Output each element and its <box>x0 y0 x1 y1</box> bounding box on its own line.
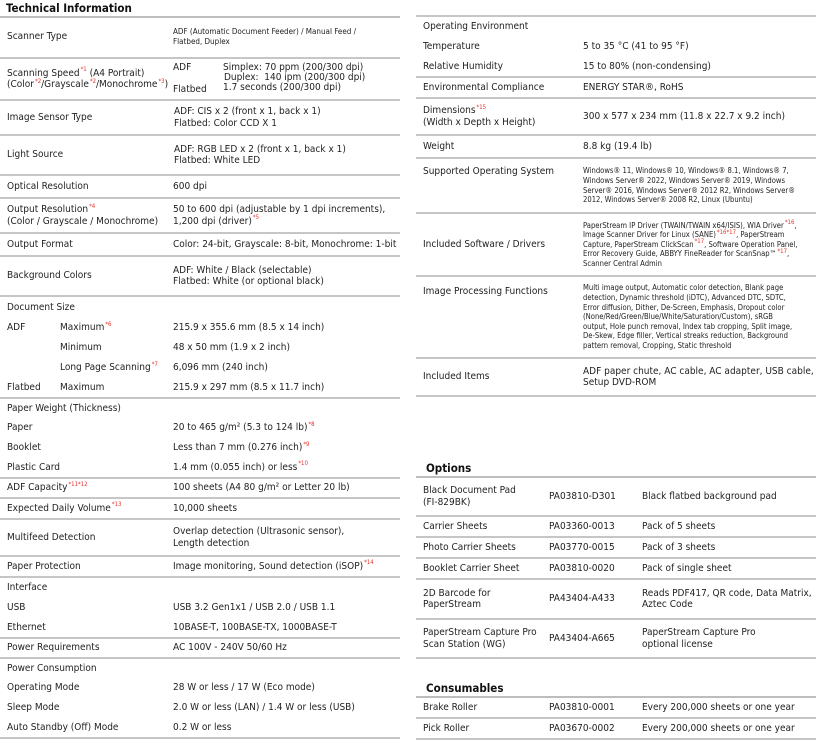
label-text: (Color / Grayscale / Monochrome) <box>7 215 159 227</box>
spec-row-background-colors <box>0 257 400 297</box>
spec-group-interface <box>0 578 400 598</box>
spec-group-power-consumption <box>0 659 400 678</box>
spec-group-label: Document Size <box>7 302 75 314</box>
spec-value-line: 1,200 dpi (driver) <box>173 215 252 227</box>
spec-row-scanning-speed <box>0 59 400 101</box>
spec-value-line: Setup DVD-ROM <box>583 377 657 388</box>
spec-value-line: Length detection <box>173 537 250 549</box>
footnote-marker: *7 <box>151 360 158 368</box>
spec-value: 28 W or less / 17 W (Eco mode) <box>173 682 315 694</box>
spec-group-document-size <box>0 298 400 318</box>
value-text: Image Scanner Driver for Linux (SANE) <box>583 230 716 240</box>
spec-group-paper-weight <box>0 399 400 418</box>
spec-label: Paper Protection <box>7 560 81 572</box>
consumable-row <box>416 698 816 719</box>
spec-value-line: Server® 2016, Windows Server® 2012 R2, Windows Server® <box>583 185 796 195</box>
spec-row-flatbed-maximum <box>0 378 400 399</box>
spec-value: AC 100V - 240V 50/60 Hz <box>173 642 287 654</box>
spec-row-paper-protection <box>0 557 400 578</box>
spec-value: ENERGY STAR®, RoHS <box>583 81 684 93</box>
spec-group-label: Power Consumption <box>7 662 97 674</box>
value-text: , <box>787 249 790 259</box>
spec-group-label: Operating Environment <box>423 21 529 33</box>
value-text: Error Recovery Guide, ABBYY FineReader for ScanSnap™ <box>583 249 777 259</box>
spec-label: Multifeed Detection <box>7 531 96 543</box>
value-text: Less than 7 mm (0.276 inch) <box>173 442 303 454</box>
spec-label <box>7 204 158 227</box>
spec-sublabel: Maximum <box>60 381 105 393</box>
spec-value-line: Flatbed: White LED <box>174 155 261 166</box>
footnote-marker: *10 <box>298 460 308 468</box>
consumable-name: Pick Roller <box>423 722 470 734</box>
spec-row-paper <box>0 418 400 438</box>
spec-value: 300 x 577 x 234 mm (11.8 x 22.7 x 9.2 inch) <box>583 110 785 122</box>
spec-row-power-requirements <box>0 639 400 659</box>
option-description: Pack of 3 sheets <box>642 541 716 553</box>
consumable-part-number: PA03670-0002 <box>549 722 615 734</box>
technical-information-section <box>0 0 400 733</box>
footnote-marker: *16*17 <box>716 228 737 236</box>
spec-value <box>174 106 321 129</box>
section-title-consumables: Consumables <box>416 680 816 698</box>
value-text: Capture, PaperStream ClickScan <box>583 239 694 249</box>
spec-row-scanner-type <box>0 17 400 59</box>
spec-value: 15 to 80% (non-condensing) <box>583 60 711 72</box>
spec-value <box>583 218 815 269</box>
option-name-line: 2D Barcode for <box>423 587 491 599</box>
option-name-line: PaperStream <box>423 599 481 610</box>
spec-label: Scanner Type <box>7 31 68 43</box>
option-name: Booklet Carrier Sheet <box>423 562 520 574</box>
option-row <box>416 478 816 517</box>
spec-row-ethernet <box>0 618 400 639</box>
spec-value-line: Flatbed, Duplex <box>173 37 230 46</box>
spec-row-booklet <box>0 438 400 458</box>
spec-row-output-resolution <box>0 199 400 234</box>
spec-value-line: 50 to 600 dpi (adjustable by 1 dpi increments), <box>173 204 386 215</box>
spec-row-weight <box>416 136 816 159</box>
spec-value-line: Windows Server® 2022, Windows Server® 2019, Windows <box>583 175 786 185</box>
spec-value: 6,096 mm (240 inch) <box>173 362 268 374</box>
spec-value <box>173 462 308 474</box>
label-text: (Color <box>7 79 34 90</box>
spec-row-adf-minimum <box>0 338 400 358</box>
spec-sublabel: Sleep Mode <box>7 702 60 714</box>
option-description-line: Aztec Code <box>642 599 693 610</box>
spec-label: Environmental Compliance <box>423 81 545 93</box>
spec-row-included-items <box>416 359 816 397</box>
consumable-part-number: PA03810-0001 <box>549 701 615 713</box>
option-description-line: Reads PDF417, QR code, Data Matrix, <box>642 587 812 599</box>
option-row <box>416 620 816 659</box>
value-text: , PaperStream <box>736 230 785 240</box>
spec-value-line: output, Hole punch removal, Index tab cropping, Split image, <box>583 321 793 331</box>
spec-value: 2.0 W or less (LAN) / 1.4 W or less (USB) <box>173 702 355 714</box>
consumable-description: Every 200,000 sheets or one year <box>642 701 795 713</box>
option-description: Pack of 5 sheets <box>642 520 716 532</box>
spec-value: 10BASE-T, 100BASE-TX, 1000BASE-T <box>173 621 337 633</box>
spec-value <box>583 366 814 389</box>
spec-label: Weight <box>423 140 455 152</box>
label-text: (A4 Portrait) <box>86 67 145 79</box>
spec-group-label: Interface <box>7 582 48 594</box>
consumable-name: Brake Roller <box>423 701 478 713</box>
footnote-marker: *13 <box>111 501 122 509</box>
option-row <box>416 559 816 580</box>
option-name-line: (FI-829BK) <box>423 496 471 508</box>
spec-value: 0.2 W or less <box>173 721 232 733</box>
spec-value <box>173 204 385 227</box>
speed-flatbed-value: 1.7 seconds (200/300 dpi) <box>223 82 341 93</box>
spec-label <box>7 503 121 515</box>
value-text: Scanner Central Admin <box>583 258 662 268</box>
value-text: 20 to 465 g/m² (5.3 to 124 lb) <box>173 422 308 434</box>
option-part-number: PA03360-0013 <box>549 520 615 532</box>
spec-value <box>173 265 324 288</box>
spec-label: Supported Operating System <box>423 166 555 177</box>
spec-row-light-source <box>0 136 400 176</box>
spec-row-usb <box>0 598 400 618</box>
speed-duplex: Duplex: 140 ipm (200/300 dpi) <box>224 72 366 83</box>
footnote-marker: *9 <box>303 440 310 448</box>
value-text: Image monitoring, Sound detection (iSOP) <box>173 560 364 572</box>
spec-value-line: Flatbed: White (or optional black) <box>173 276 324 287</box>
spec-label: Power Requirements <box>7 642 100 654</box>
spec-sublabel: Booklet <box>7 442 41 454</box>
spec-value: Color: 24-bit, Grayscale: 8-bit, Monochrome: 1-bit <box>173 238 397 250</box>
option-description-line: optional license <box>642 638 713 650</box>
value-text: 1.4 mm (0.055 inch) or less <box>173 461 298 473</box>
spec-row-output-format <box>0 234 400 257</box>
spec-value: 600 dpi <box>173 180 207 192</box>
spec-label <box>423 105 535 128</box>
spec-label: Light Source <box>7 149 64 161</box>
spec-sublabel <box>60 322 111 334</box>
spec-label: Image Processing Functions <box>423 286 548 297</box>
spec-sublabel: Plastic Card <box>7 461 60 473</box>
value-text: , Software Operation Panel, <box>704 239 798 249</box>
option-part-number: PA03810-D301 <box>549 490 616 502</box>
spec-sublabel: Operating Mode <box>7 682 80 694</box>
label-text: ) <box>164 79 169 90</box>
spec-value: 8.8 kg (19.4 lb) <box>583 140 653 152</box>
label-text: Scanning Speed <box>7 67 80 79</box>
label-text: ADF Capacity <box>7 482 68 494</box>
section-title-options: Options <box>416 460 816 478</box>
spec-value-line: ADF: White / Black (selectable) <box>173 264 312 276</box>
option-name-line: Scan Station (WG) <box>423 638 506 650</box>
spec-value-line: Multi image output, Automatic color detection, Blank page <box>583 283 784 293</box>
spec-sublabel: Temperature <box>423 41 480 53</box>
spec-value: 48 x 50 mm (1.9 x 2 inch) <box>173 342 290 354</box>
spec-row-adf-maximum <box>0 318 400 338</box>
spec-row-plastic-card <box>0 458 400 479</box>
option-name: Carrier Sheets <box>423 520 488 532</box>
spec-sublabel: Flatbed <box>7 381 41 393</box>
footnote-marker: *14 <box>364 559 374 567</box>
spec-row-image-sensor <box>0 101 400 136</box>
spec-value <box>583 166 815 204</box>
spec-row-long-page <box>0 358 400 378</box>
spec-label: Included Software / Drivers <box>423 238 546 250</box>
spec-value: 10,000 sheets <box>173 502 238 514</box>
spec-value-line: ADF: CIS x 2 (front x 1, back x 1) <box>174 106 321 117</box>
option-name <box>423 588 491 611</box>
spec-sublabel: ADF <box>7 322 26 334</box>
option-description <box>642 588 812 611</box>
footnote-marker: *3 <box>158 77 165 85</box>
footnote-marker: *8 <box>308 420 315 428</box>
option-name-line: PaperStream Capture Pro <box>423 627 537 638</box>
spec-sublabel: Ethernet <box>7 621 46 633</box>
spec-value-line: (None/Red/Green/Blue/White/Saturation/Custom), sRGB <box>583 312 773 322</box>
spec-label: Included Items <box>423 371 490 383</box>
label-text: Output Resolution <box>7 204 89 215</box>
spec-value-line: ADF: RGB LED x 2 (front x 1, back x 1) <box>174 143 346 155</box>
label-text: /Grayscale <box>41 79 89 90</box>
spec-row-multifeed <box>0 520 400 557</box>
label-text: Maximum <box>60 322 105 334</box>
spec-row-operating-mode <box>0 678 400 698</box>
option-description-line: PaperStream Capture Pro <box>642 627 756 638</box>
option-name <box>423 485 516 508</box>
speed-adf-label: ADF <box>173 62 192 73</box>
spec-value <box>173 561 374 573</box>
spec-sublabel: Minimum <box>60 342 102 354</box>
value-text: , <box>794 220 797 230</box>
spec-value-line: detection, Dynamic threshold (iDTC), Advanced DTC, SDTC, <box>583 293 786 303</box>
value-text: PaperStream IP Driver (TWAIN/TWAIN x64/ISIS), WIA Driver <box>583 220 784 230</box>
spec-row-environmental-compliance <box>416 78 816 99</box>
consumable-description: Every 200,000 sheets or one year <box>642 722 795 734</box>
spec-value-line: Windows® 11, Windows® 10, Windows® 8.1, Windows® 7, <box>583 166 789 176</box>
footnote-marker: *5 <box>252 214 260 222</box>
spec-value <box>583 283 815 350</box>
spec-row-standby-mode <box>0 718 400 739</box>
section-title-technical-information: Technical Information <box>0 0 400 18</box>
option-row <box>416 517 816 538</box>
spec-label: Image Sensor Type <box>7 111 93 123</box>
spec-value-line: pattern removal, Cropping, Static threshold <box>583 340 732 350</box>
spec-sublabel: Auto Standby (Off) Mode <box>7 721 119 733</box>
spec-row-dimensions <box>416 99 816 136</box>
spec-row-optical-resolution <box>0 176 400 199</box>
spec-label: Optical Resolution <box>7 180 89 192</box>
spec-value-line: De-Skew, Edge filler, Vertical streaks reduction, Background <box>583 331 788 341</box>
option-description: Pack of single sheet <box>642 562 732 574</box>
spec-sublabel: Relative Humidity <box>423 60 503 72</box>
option-name <box>423 627 537 650</box>
option-description: Black flatbed background pad <box>642 490 777 502</box>
option-part-number: PA43404-A665 <box>549 632 615 644</box>
option-part-number: PA03810-0020 <box>549 562 615 574</box>
footnote-marker: *1 <box>80 66 87 74</box>
option-part-number: PA43404-A433 <box>549 593 615 605</box>
footnote-marker: *11*12 <box>68 480 88 488</box>
option-row <box>416 580 816 620</box>
label-text: /Monochrome <box>96 79 158 90</box>
footnote-marker: *6 <box>105 320 112 328</box>
spec-row-humidity <box>416 57 816 78</box>
spec-value <box>173 442 310 454</box>
spec-value: USB 3.2 Gen1x1 / USB 2.0 / USB 1.1 <box>173 602 336 614</box>
spec-row-operating-system <box>416 159 816 214</box>
spec-value: 5 to 35 °C (41 to 95 °F) <box>583 41 689 53</box>
footnote-marker: *16 <box>784 218 795 226</box>
spec-value <box>173 422 315 434</box>
spec-row-adf-capacity <box>0 479 400 499</box>
label-text: Long Page Scanning <box>60 362 151 374</box>
spec-group-label: Paper Weight (Thickness) <box>7 402 121 414</box>
option-part-number: PA03770-0015 <box>549 541 615 553</box>
option-row <box>416 538 816 559</box>
spec-value-line: ADF (Automatic Document Feeder) / Manual Feed / <box>173 27 357 36</box>
spec-group-operating-environment <box>416 17 816 37</box>
consumable-row <box>416 719 816 740</box>
spec-label <box>7 68 168 91</box>
speed-flatbed-label: Flatbed <box>173 84 207 95</box>
spec-value-line: Error diffusion, Dither, De-Screen, Emphasis, Dropout color <box>583 302 785 312</box>
spec-row-software <box>416 214 816 277</box>
spec-value: 215.9 x 355.6 mm (8.5 x 14 inch) <box>173 322 325 334</box>
label-text: Dimensions <box>423 105 476 116</box>
footnote-marker: *2 <box>35 77 42 85</box>
spec-value: 100 sheets (A4 80 g/m² or Letter 20 lb) <box>173 482 350 494</box>
spec-sublabel: USB <box>7 602 26 614</box>
spec-row-temperature <box>416 37 816 57</box>
spec-label: Output Format <box>7 238 73 250</box>
spec-row-daily-volume <box>0 499 400 520</box>
label-text: Expected Daily Volume <box>7 502 111 514</box>
label-text: (Width x Depth x Height) <box>423 116 536 128</box>
spec-value <box>174 144 346 167</box>
option-description <box>642 627 756 650</box>
speed-simplex: Simplex: 70 ppm (200/300 dpi) <box>223 62 364 73</box>
spec-label: Background Colors <box>7 270 92 282</box>
footnote-marker: *17 <box>777 247 788 255</box>
footnote-marker: *4 <box>89 202 96 210</box>
spec-label <box>7 482 88 494</box>
spec-value: 215.9 x 297 mm (8.5 x 11.7 inch) <box>173 381 325 393</box>
spec-value <box>173 526 344 549</box>
footnote-marker: *17 <box>694 238 705 246</box>
spec-sublabel: Paper <box>7 422 33 434</box>
option-name: Photo Carrier Sheets <box>423 541 516 553</box>
option-name-line: Black Document Pad <box>423 485 516 496</box>
spec-value-line: 2012, Windows Server® 2008 R2, Linux (Ubuntu) <box>583 195 753 205</box>
footnote-marker: *2 <box>89 77 97 85</box>
spec-row-sleep-mode <box>0 698 400 718</box>
spec-value-line: ADF paper chute, AC cable, AC adapter, USB cable, <box>583 365 814 377</box>
spec-value-line: Overlap detection (Ultrasonic sensor), <box>173 526 345 537</box>
spec-row-image-processing <box>416 277 816 359</box>
footnote-marker: *15 <box>476 103 487 111</box>
spec-sublabel <box>60 362 158 374</box>
spec-value-line: Flatbed: Color CCD X 1 <box>174 117 278 129</box>
spec-value <box>173 27 356 47</box>
